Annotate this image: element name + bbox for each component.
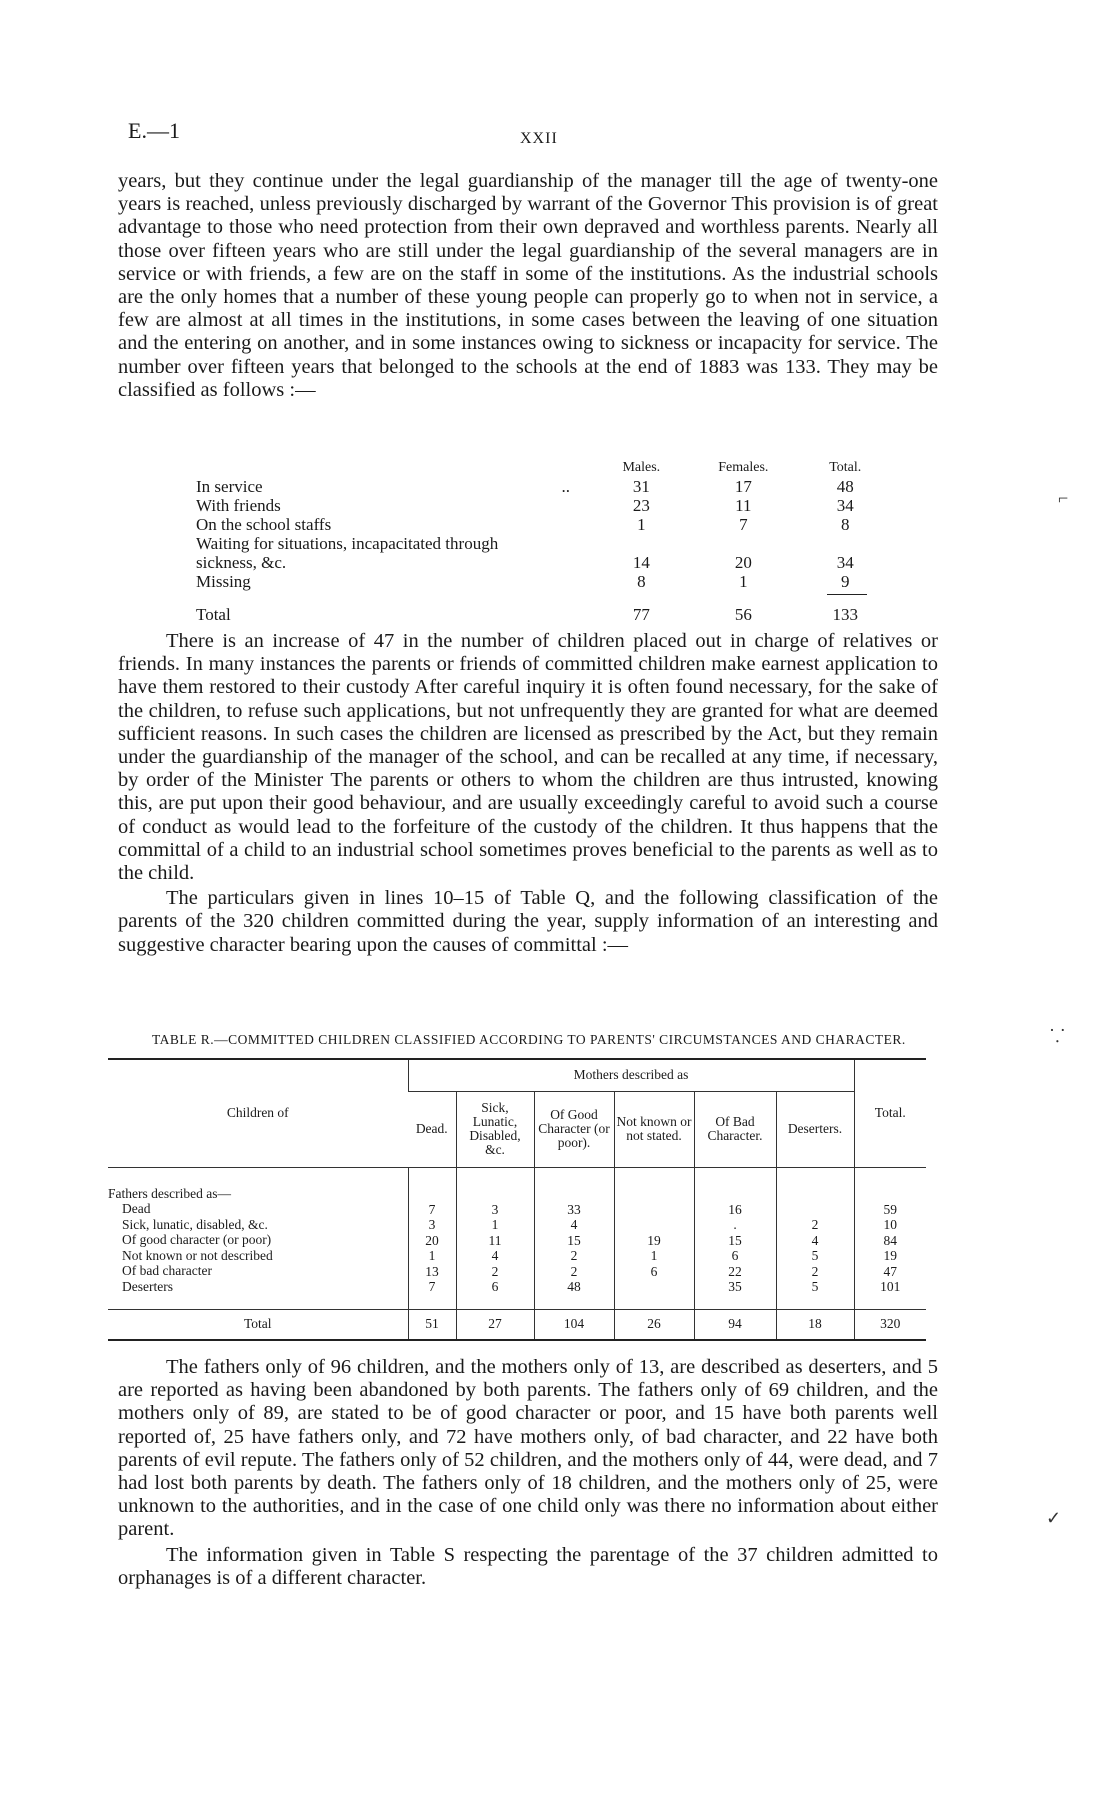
table-row xyxy=(196,553,896,572)
total-value: 94 xyxy=(694,1309,776,1340)
total-value: 48 xyxy=(836,477,854,496)
row-label: Not known or not described xyxy=(122,1247,273,1263)
total-value: 26 xyxy=(614,1309,694,1340)
table-row xyxy=(196,572,896,591)
text-block-1 xyxy=(118,170,938,402)
males-value: 14 xyxy=(632,553,650,572)
deserters-column-values xyxy=(776,1167,854,1309)
row-label: Waiting for situations, incapacitated through xyxy=(196,534,499,553)
row-label: With friends xyxy=(196,496,281,515)
females-value: 20 xyxy=(734,553,752,572)
row-label: Of bad character xyxy=(122,1263,212,1278)
table-row xyxy=(196,477,896,496)
row-label: sickness, &c. xyxy=(196,553,287,572)
males-value: 8 xyxy=(637,572,646,591)
cell-value: 4 xyxy=(811,1232,819,1248)
total-value: 104 xyxy=(534,1309,614,1340)
not-known-column-header: Not known or not stated. xyxy=(614,1091,694,1167)
cell-value: 20 xyxy=(425,1232,439,1248)
cell-value xyxy=(615,1217,694,1233)
cell-value: . xyxy=(733,1217,737,1232)
females-value: 17 xyxy=(734,477,752,496)
total-value: 34 xyxy=(836,553,854,572)
bad-column-header: Of Bad Character. xyxy=(694,1091,776,1167)
cell-value: 5 xyxy=(811,1248,819,1263)
fathers-described-label: Fathers described as— xyxy=(108,1185,231,1201)
mothers-described-header: Mothers described as xyxy=(408,1059,854,1091)
cell-value: 2 xyxy=(491,1263,499,1279)
total-value: 320 xyxy=(854,1309,926,1340)
males-header: Males. xyxy=(622,460,661,475)
cell-value: 3 xyxy=(428,1217,436,1232)
cell-value: 1 xyxy=(491,1217,499,1232)
total-label: Total xyxy=(196,605,231,624)
table-row xyxy=(196,515,896,534)
row-label: Sick, lunatic, disabled, &c. xyxy=(122,1216,268,1232)
cell-value: 11 xyxy=(488,1232,502,1248)
cell-value xyxy=(777,1202,854,1218)
paragraph: The fathers only of 96 children, and the mothers only of 13, are described as deserters, and 5 are reported as having been abandoned by both parents. The fathers only of 69 children, and the mothers only of 89, are stated to be of good character or poor, and 15 have both parents well reported of, 25 have fathers only, and 72 have mothers only, of bad character, and 22 have both parents of evil repute. The fathers only of 52 children, and the mothers only of 44, were dead, and 7 had lost both parents by death. The fathers only of 18 children, and the mothers only of 25, were unknown to the authorities, and in the case of one child only was there no information about either parent. xyxy=(118,1356,938,1541)
total-column-header: Total. xyxy=(854,1059,926,1167)
leader-dots: .. xyxy=(561,477,570,496)
paragraph: The information given in Table S respecting the parentage of the 37 children admitted to orphanages is of a different character. xyxy=(118,1543,938,1589)
cell-value: 6 xyxy=(650,1263,658,1279)
not-known-column-values xyxy=(614,1167,694,1309)
good-column-header: Of Good Character (or poor). xyxy=(534,1091,614,1167)
cell-value: 3 xyxy=(491,1201,499,1217)
cell-value: 48 xyxy=(567,1279,581,1294)
classification-table xyxy=(196,458,896,624)
table-caption: TABLE R.—COMMITTED CHILDREN CLASSIFIED ACCORDING TO PARENTS' CIRCUMSTANCES AND CHARACTER. xyxy=(152,1032,906,1047)
dead-column-header: Dead. xyxy=(408,1091,456,1167)
total-header: Total. xyxy=(829,460,862,475)
bad-column-values xyxy=(694,1167,776,1309)
cell-value: 59 xyxy=(883,1201,897,1217)
total-value: 9 xyxy=(841,572,850,591)
total-value: 18 xyxy=(776,1309,854,1340)
row-label: Dead xyxy=(122,1201,151,1216)
sick-column-header: Sick, Lunatic, Disabled, &c. xyxy=(456,1091,534,1167)
cell-value xyxy=(615,1202,694,1218)
table-row xyxy=(196,534,896,553)
cell-value: 7 xyxy=(428,1279,436,1294)
margin-mark-icon: ⌐ xyxy=(1058,488,1069,508)
cell-value: 16 xyxy=(728,1201,742,1217)
cell-value: 22 xyxy=(728,1263,742,1279)
children-of-header: Children of xyxy=(108,1059,408,1167)
cell-value: 10 xyxy=(883,1217,897,1232)
cell-value: 2 xyxy=(570,1263,578,1279)
sick-column-values xyxy=(456,1167,534,1309)
table-r xyxy=(108,1058,926,1341)
cell-value: 35 xyxy=(728,1279,742,1294)
row-label: Of good character (or poor) xyxy=(122,1232,272,1247)
row-labels xyxy=(108,1167,408,1309)
cell-value: 47 xyxy=(883,1263,897,1279)
paragraph: years, but they continue under the legal guardianship of the manager till the age of twenty-one years is reached, unless previously discharged by warrant of the Governor This provision is of great advantage to those who need protection from their own depraved and worthless parents. Nearly all those over fifteen years who are still under the legal guardianship of the several managers are in service or with friends, a few are on the staff in some of the institutions. As the industrial schools are the only homes that a number of these young people can properly go to when not in service, a few are almost at all times in the institutions, in some cases between the leaving of one situation and the entering on another, and in some instances owing to sickness or incapacity for service. The number over fifteen years that belonged to the schools at the end of 1883 was 133. They may be classified as follows :— xyxy=(118,170,938,401)
cell-value: 15 xyxy=(728,1232,742,1248)
page-reference: E.—1 xyxy=(128,118,180,143)
row-label: Missing xyxy=(196,572,251,591)
cell-value: 1 xyxy=(650,1248,658,1263)
cell-value: 15 xyxy=(567,1232,581,1248)
females-value: 11 xyxy=(735,496,752,515)
males-value: 23 xyxy=(632,496,650,515)
cell-value: 2 xyxy=(570,1248,578,1263)
cell-value: 6 xyxy=(491,1279,499,1294)
cell-value: 101 xyxy=(880,1279,901,1294)
females-value: 7 xyxy=(739,515,748,534)
total-value: 27 xyxy=(456,1309,534,1340)
males-value: 31 xyxy=(632,477,650,496)
cell-value: 4 xyxy=(491,1248,499,1263)
table-body xyxy=(108,1167,926,1309)
total-row xyxy=(196,591,896,624)
cell-value: 19 xyxy=(883,1248,897,1263)
cell-value: 4 xyxy=(570,1217,578,1232)
cell-value: 1 xyxy=(428,1248,436,1263)
males-total: 77 xyxy=(632,605,650,624)
cell-value: 19 xyxy=(647,1232,661,1248)
row-label: In service xyxy=(196,477,263,496)
row-label: On the school staffs xyxy=(196,515,332,534)
page-number: XXII xyxy=(520,130,558,147)
females-value: 1 xyxy=(739,572,748,591)
good-column-values xyxy=(534,1167,614,1309)
paragraph: There is an increase of 47 in the number of children placed out in charge of relatives or friends. In many instances the parents or friends of committed children make earnest application to have them restored to their custody After careful inquiry it is often found necessary, for the sake of the children, to refuse such applications, but not unfrequently they are granted for what are deemed sufficient reasons. In such cases the children are licensed as prescribed by the Act, but they remain under the guardianship of the manager of the school, and can be recalled at any time, if necessary, by order of the Minister The parents or others to whom the children are thus intrusted, knowing this, are put upon their good behaviour, and are usually exceedingly careful to avoid such a course of conduct as would lead to the forfeiture of the custody of the children. It thus happens that the committal of a child to an industrial school sometimes proves beneficial to the parents as well as to the child. xyxy=(118,630,938,885)
paragraph: The particulars given in lines 10–15 of Table Q, and the following classification of the parents of the 320 children committed during the year, supply information of an interesting and suggestive character bearing upon the causes of committal :— xyxy=(118,887,938,956)
total-value: 8 xyxy=(841,515,850,534)
total-label: Total xyxy=(108,1309,408,1340)
grand-total: 133 xyxy=(795,591,896,624)
females-header: Females. xyxy=(718,460,769,475)
total-value: 51 xyxy=(408,1309,456,1340)
deserters-column-header: Deserters. xyxy=(776,1091,854,1167)
row-label: Deserters xyxy=(122,1278,173,1294)
cell-value: 2 xyxy=(811,1263,819,1279)
margin-mark-icon: ⸪ xyxy=(1050,1026,1065,1046)
males-value: 1 xyxy=(637,515,646,534)
females-total: 56 xyxy=(734,605,752,624)
cell-value: 33 xyxy=(567,1201,581,1217)
total-column-values xyxy=(854,1167,926,1309)
cell-value: 84 xyxy=(883,1232,897,1248)
cell-value: 5 xyxy=(811,1279,819,1294)
cell-value: 6 xyxy=(731,1248,739,1263)
total-value: 34 xyxy=(836,496,854,515)
total-row xyxy=(108,1309,926,1340)
cell-value: 2 xyxy=(811,1217,819,1232)
dead-column-values xyxy=(408,1167,456,1309)
margin-mark-icon: ✓ xyxy=(1046,1508,1062,1528)
cell-value: 7 xyxy=(428,1201,436,1217)
text-block-3 xyxy=(118,1356,938,1590)
cell-value: 13 xyxy=(425,1263,439,1279)
table-row xyxy=(196,496,896,515)
text-block-2 xyxy=(118,630,938,957)
